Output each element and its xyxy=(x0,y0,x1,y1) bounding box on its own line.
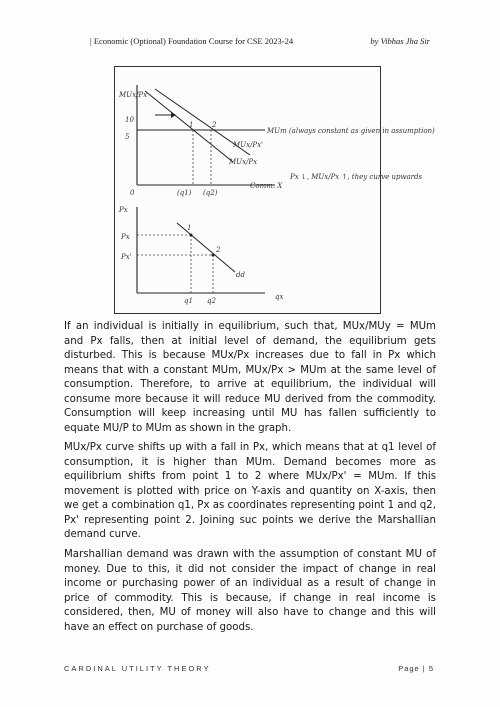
page-header xyxy=(90,36,430,46)
paragraph-equilibrium: If an individual is initially in equilibrium, such that, MUx/MUy = MUm and Px falls, then at initial level of demand, the equilibrium gets disturbed. This is because MUx/Px increases due to fall in Px which means that with a constant MUm, MUx/Px > MUm at the same level of consumption. Therefore, to arrive at equilibrium, the individual will consume more because it will reduce MU derived from the commodity. Consumption will keep increasing until MU has fallen sufficiently to equate MU/P to MUm as shown in the graph. xyxy=(64,321,436,434)
q2-label: (q2) xyxy=(203,189,218,197)
bottom-q1-label: q1 xyxy=(184,297,193,305)
handdrawn-figure xyxy=(114,66,435,314)
mum-label: MUm (always constant as given in assumption) xyxy=(267,127,435,135)
bottom-point-2: 2 xyxy=(216,246,221,254)
shift-arrow-head xyxy=(171,112,176,118)
tick-10: 10 xyxy=(125,116,134,124)
bottom-point-1-dot xyxy=(190,234,193,237)
bottom-q2-label: q2 xyxy=(207,297,216,305)
paragraph-curve-shift: MUx/Px curve shifts up with a fall in Px, which means that at q1 level of consumption, it is higher than MUm. Demand becomes more as equilibrium shifts from point 1 to 2 where MUx/Px' = MUm. If this movement is plotted with price on Y-axis and quantity on X-axis, then we get a combination q1, Px as coordinates representing point 1 and q2, Px' representing point 2. Joining suc points we derive the Marshallian demand curve. xyxy=(64,442,436,540)
footer-page-number: Page | 5 xyxy=(398,664,434,673)
qx-label: qx xyxy=(275,293,284,301)
figure-svg xyxy=(115,67,435,313)
origin-label: 0 xyxy=(130,189,135,197)
header-title: | Economic (Optional) Foundation Course for CSE 2023-24 xyxy=(90,36,294,46)
header-author: by Vibhas Jha Sir xyxy=(370,36,430,46)
px-label: Px xyxy=(121,233,130,241)
tick-5: 5 xyxy=(125,133,130,141)
curve-new-label: MUx/Px' xyxy=(233,141,263,149)
paragraph-marshallian: Marshallian demand was drawn with the assumption of constant MU of money. Due to this, it did not consider the impact of change in real income or purchasing power of an individual as a result of change in price of commodity. This is because, if change in real income is considered, then, MU of money will also have to change and this will have an effect on purchase of goods. xyxy=(64,549,436,633)
bottom-point-2-dot xyxy=(212,254,215,257)
page-footer xyxy=(64,664,434,673)
bottom-y-label: Px xyxy=(119,206,128,214)
top-note: Px ↓, MUx/Px ↑, they curve upwards xyxy=(290,173,423,181)
top-point-2: 2 xyxy=(212,121,217,129)
px-prime-label: Px' xyxy=(121,253,132,261)
top-point-1: 1 xyxy=(189,121,194,129)
commodity-x-label: Comm. X xyxy=(250,182,283,190)
footer-section: CARDINAL UTILITY THEORY xyxy=(64,664,211,673)
dd-label: dd xyxy=(236,271,245,279)
q1-label: (q1) xyxy=(177,189,192,197)
top-y-label: MUx/Px xyxy=(119,91,148,99)
curve-old-label: MUx/Px xyxy=(229,158,258,166)
bottom-point-1: 1 xyxy=(187,224,192,232)
demand-curve xyxy=(177,223,235,272)
